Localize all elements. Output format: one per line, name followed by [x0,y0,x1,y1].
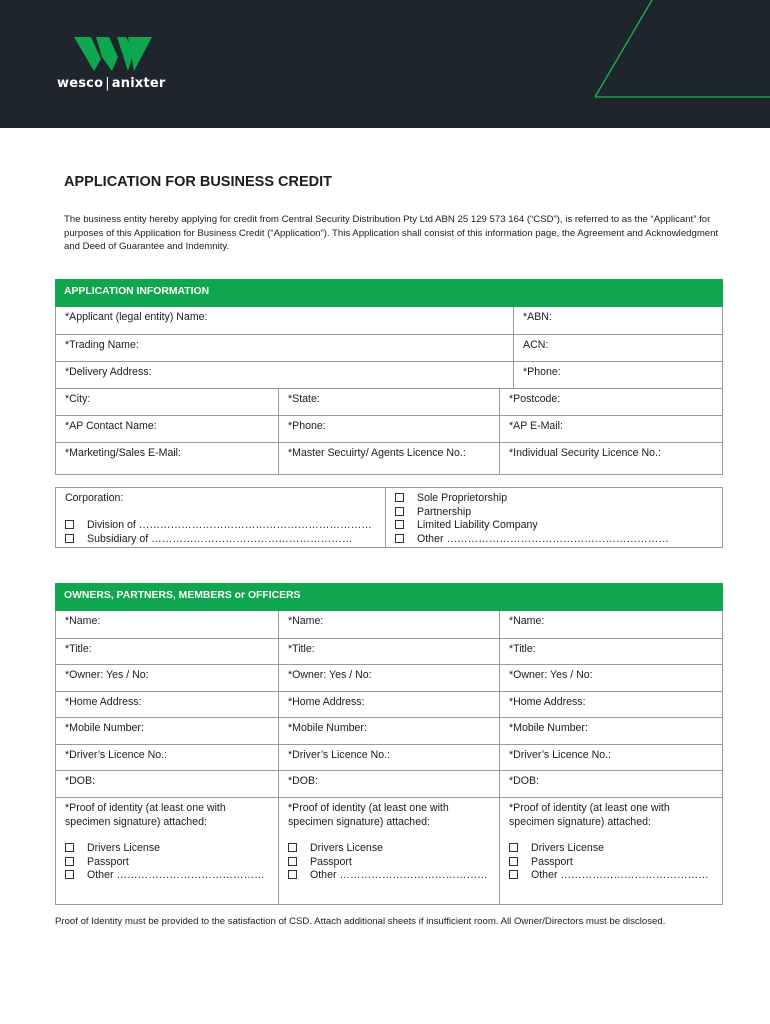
other-id-checkbox[interactable] [65,870,74,879]
owner3-dob-field[interactable]: *DOB: [499,771,722,797]
other-id-checkbox[interactable] [288,870,297,879]
partnership-checkbox[interactable] [395,507,404,516]
other-id-checkbox[interactable] [509,870,518,879]
state-field[interactable]: *State: [278,389,499,415]
owner3-title-field[interactable]: *Title: [499,639,722,664]
application-info-table [55,307,723,475]
drivers-option[interactable]: Drivers License [509,842,722,856]
owner3-proof-cell [499,798,722,904]
owner3-licence-field[interactable]: *Driver’s Licence No.: [499,745,722,770]
proof-label: *Proof of identity (at least one with [509,802,670,814]
owner1-licence-field[interactable]: *Driver’s Licence No.: [65,749,168,761]
entity-type-section [55,487,723,548]
drivers-checkbox[interactable] [288,843,297,852]
ap-contact-name-field[interactable]: *AP Contact Name: [65,420,157,432]
corporation-label: Corporation: [65,492,124,504]
division-checkbox[interactable] [65,520,74,529]
owners-heading: OWNERS, PARTNERS, MEMBERS or OFFICERS [55,583,723,611]
logo-wordmark: wesco | anixter [57,76,166,91]
passport-option[interactable]: Passport [65,856,278,870]
owner2-home-field[interactable]: *Home Address: [278,692,499,717]
owner2-mobile-field[interactable]: *Mobile Number: [278,718,499,744]
master-licence-field[interactable]: *Master Secuirty/ Agents Licence No.: [278,443,499,474]
postcode-field[interactable]: *Postcode: [499,389,722,415]
intro-paragraph: The business entity hereby applying for credit from Central Security Distribution Pty Ltd ABN 25 129 573 164 (“CSD”), is referred to as the “Applicant” for purposes of this Application for Business Credit (“Application”). This Application shall consist of this information page, the Agreement and Acknowledgment and Deed of Guarantee and Indemnity. [64,214,719,252]
ap-phone-field[interactable]: *Phone: [278,416,499,442]
passport-checkbox[interactable] [288,857,297,866]
proof-label-cont: specimen signature) attached: [65,815,207,828]
other-id-option[interactable]: Other …………………………………… [509,869,722,883]
marketing-email-field[interactable]: *Marketing/Sales E-Mail: [65,447,181,459]
owner2-dob-field[interactable]: *DOB: [278,771,499,797]
owner1-home-field[interactable]: *Home Address: [65,696,142,708]
drivers-checkbox[interactable] [65,843,74,852]
drivers-checkbox[interactable] [509,843,518,852]
individual-licence-field[interactable]: *Individual Security Licence No.: [499,443,722,474]
passport-option[interactable]: Passport [509,856,722,870]
wesco-logo-icon [74,37,152,71]
owner1-dob-field[interactable]: *DOB: [65,775,96,787]
subsidiary-checkbox[interactable] [65,534,74,543]
sole-proprietorship-option[interactable]: Sole Proprietorship [395,492,507,506]
application-info-heading: APPLICATION INFORMATION [55,279,723,307]
other-id-option[interactable]: Other …………………………………… [288,869,499,883]
owner2-name-field[interactable]: *Name: [278,611,499,638]
other-id-option[interactable]: Other …………………………………… [65,869,278,883]
owner1-title-field[interactable]: *Title: [65,643,92,655]
owner3-home-field[interactable]: *Home Address: [499,692,722,717]
drivers-option[interactable]: Drivers License [288,842,499,856]
acn-field[interactable]: ACN: [513,335,722,361]
owner2-proof-cell [278,798,499,904]
proof-label: *Proof of identity (at least one with [65,802,226,814]
owners-table [55,611,723,905]
llc-option[interactable]: Limited Liability Company [395,519,538,533]
page-title: APPLICATION FOR BUSINESS CREDIT [64,174,332,190]
owner3-name-field[interactable]: *Name: [499,611,722,638]
llc-checkbox[interactable] [395,520,404,529]
partnership-option[interactable]: Partnership [395,506,471,520]
other-entity-option[interactable]: Other ……………………………………………………… [395,533,669,547]
owner2-licence-field[interactable]: *Driver’s Licence No.: [278,745,499,770]
ap-email-field[interactable]: *AP E-Mail: [499,416,722,442]
footer-note: Proof of Identity must be provided to the satisfaction of CSD. Attach additional sheets if insufficient room. All Owner/Directors must be disclosed. [55,916,666,927]
proof-label-cont: specimen signature) attached: [288,815,430,828]
owner1-name-field[interactable]: *Name: [65,615,101,627]
owner1-owner-field[interactable]: *Owner: Yes / No: [65,669,149,681]
proof-label: *Proof of identity (at least one with [288,802,449,814]
owner1-mobile-field[interactable]: *Mobile Number: [65,722,144,734]
owner3-owner-field[interactable]: *Owner: Yes / No: [499,665,722,691]
owner2-owner-field[interactable]: *Owner: Yes / No: [278,665,499,691]
owner3-mobile-field[interactable]: *Mobile Number: [499,718,722,744]
phone-field[interactable]: *Phone: [513,362,722,388]
abn-field[interactable]: *ABN: [513,307,722,334]
trading-name-field[interactable]: *Trading Name: [65,339,139,351]
other-entity-checkbox[interactable] [395,534,404,543]
page-header [0,0,770,128]
subsidiary-option[interactable]: Subsidiary of ………………………………………………… [65,533,352,547]
passport-checkbox[interactable] [65,857,74,866]
passport-checkbox[interactable] [509,857,518,866]
division-option[interactable]: Division of ………………………………………………………… [65,519,372,533]
passport-option[interactable]: Passport [288,856,499,870]
delivery-address-field[interactable]: *Delivery Address: [65,366,152,378]
owner1-proof-cell [56,798,278,904]
city-field[interactable]: *City: [65,393,91,405]
drivers-option[interactable]: Drivers License [65,842,278,856]
applicant-name-field[interactable]: *Applicant (legal entity) Name: [65,311,208,323]
proof-label-cont: specimen signature) attached: [509,815,651,828]
corporation-box [55,487,386,548]
owner2-title-field[interactable]: *Title: [278,639,499,664]
sole-proprietorship-checkbox[interactable] [395,493,404,502]
entity-options-box [386,487,723,548]
